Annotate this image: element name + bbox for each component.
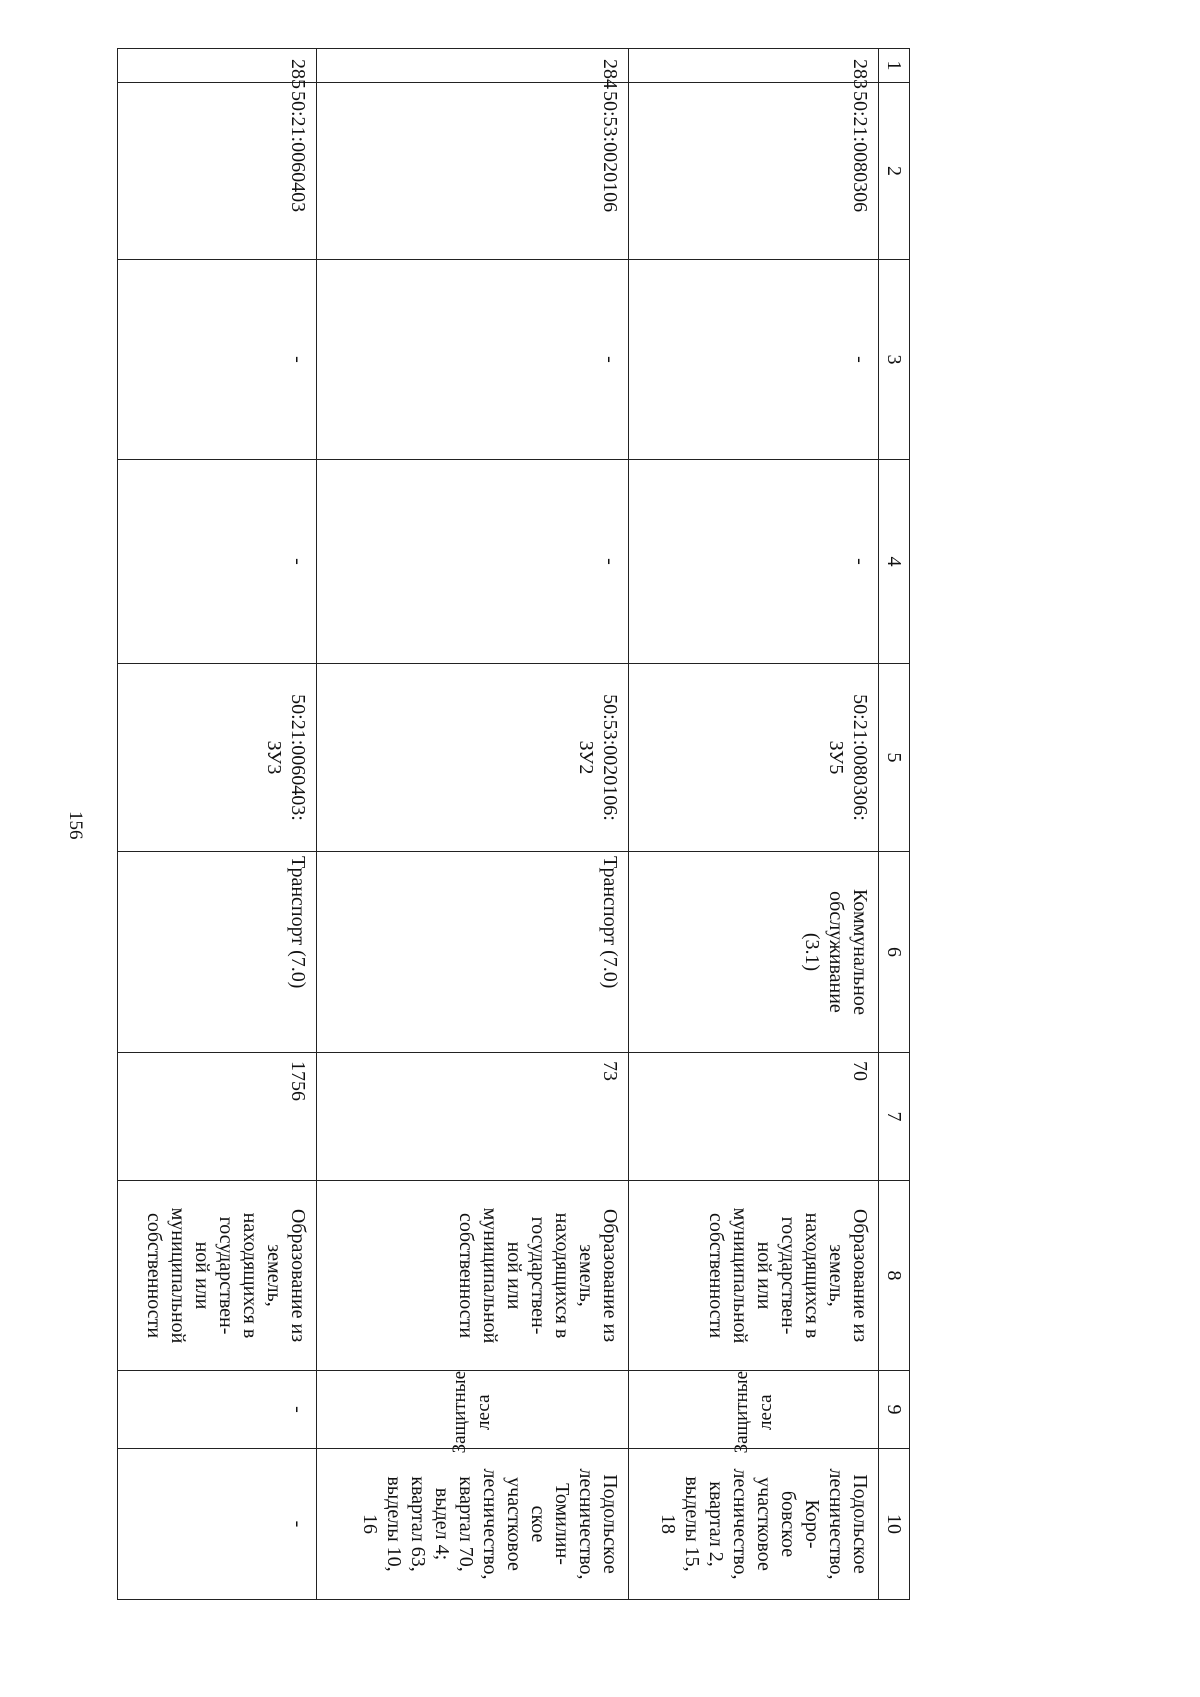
page-number: 156 [65, 810, 86, 840]
column-3-value: - [599, 356, 622, 363]
col-header-6: 6 [879, 852, 910, 1053]
rotated-table-container [117, 48, 910, 1599]
col-header-3: 3 [879, 260, 910, 460]
permitted-use: Транспорт (7.0) [286, 856, 309, 989]
permitted-use: Транспорт (7.0) [599, 856, 622, 989]
area-value: 73 [599, 1061, 622, 1081]
col-header-4: 4 [879, 460, 910, 664]
table-row [629, 49, 879, 1600]
parcel-number: 50:21:0080306: ЗУ5 [825, 694, 871, 821]
forestry-location: Подольское лесничество, Томилин- ское участковое лесничество, квартал 70, выдел 4; квартал 63, выделы 10, 16 [359, 1468, 622, 1580]
col-header-10: 10 [879, 1449, 910, 1600]
col-header-7: 7 [879, 1053, 910, 1181]
column-4-value: - [599, 558, 622, 565]
col-header-5: 5 [879, 664, 910, 852]
column-number-row [879, 49, 910, 1600]
cadastral-block: 50:53:0020106 [599, 91, 622, 213]
column-4-value: - [849, 558, 871, 565]
forest-category: Защитные леса [449, 1371, 495, 1454]
table-row [118, 49, 317, 1600]
col-header-9: 9 [879, 1371, 910, 1449]
column-3-value: - [286, 356, 309, 363]
formation-method: Образование из земель, находящихся в государствен- ной или муниципальной собственности [705, 1207, 871, 1344]
column-4-value: - [286, 558, 309, 565]
row-number: 284 [599, 59, 622, 89]
formation-method: Образование из земель, находящихся в государствен- ной или муниципальной собственности [142, 1207, 309, 1344]
row-number: 285 [286, 59, 309, 89]
forestry-location: Подольское лесничество, Коро- бовское участковое лесничество, квартал 2, выделы 15, 18 [657, 1468, 871, 1580]
col-header-8: 8 [879, 1181, 910, 1371]
parcel-number: 50:21:0060403: ЗУ3 [262, 694, 309, 821]
land-plot-table [117, 48, 910, 1600]
forest-category: Защитные леса [730, 1371, 776, 1454]
forest-category: - [286, 1406, 309, 1413]
column-3-value: - [849, 356, 871, 363]
forestry-location: - [286, 1520, 309, 1528]
area-value: 1756 [286, 1061, 309, 1101]
table-row [316, 49, 628, 1600]
area-value: 70 [849, 1061, 871, 1081]
permitted-use: Коммунальное обслуживание (3.1) [801, 889, 871, 1015]
row-number: 283 [849, 59, 871, 89]
formation-method: Образование из земель, находящихся в государствен- ной или муниципальной собственности [455, 1207, 622, 1344]
col-header-1: 1 [879, 49, 910, 83]
parcel-number: 50:53:0020106: ЗУ2 [575, 694, 622, 821]
cadastral-block: 50:21:0080306 [849, 91, 871, 213]
cadastral-block: 50:21:0060403 [286, 91, 309, 213]
col-header-2: 2 [879, 83, 910, 260]
